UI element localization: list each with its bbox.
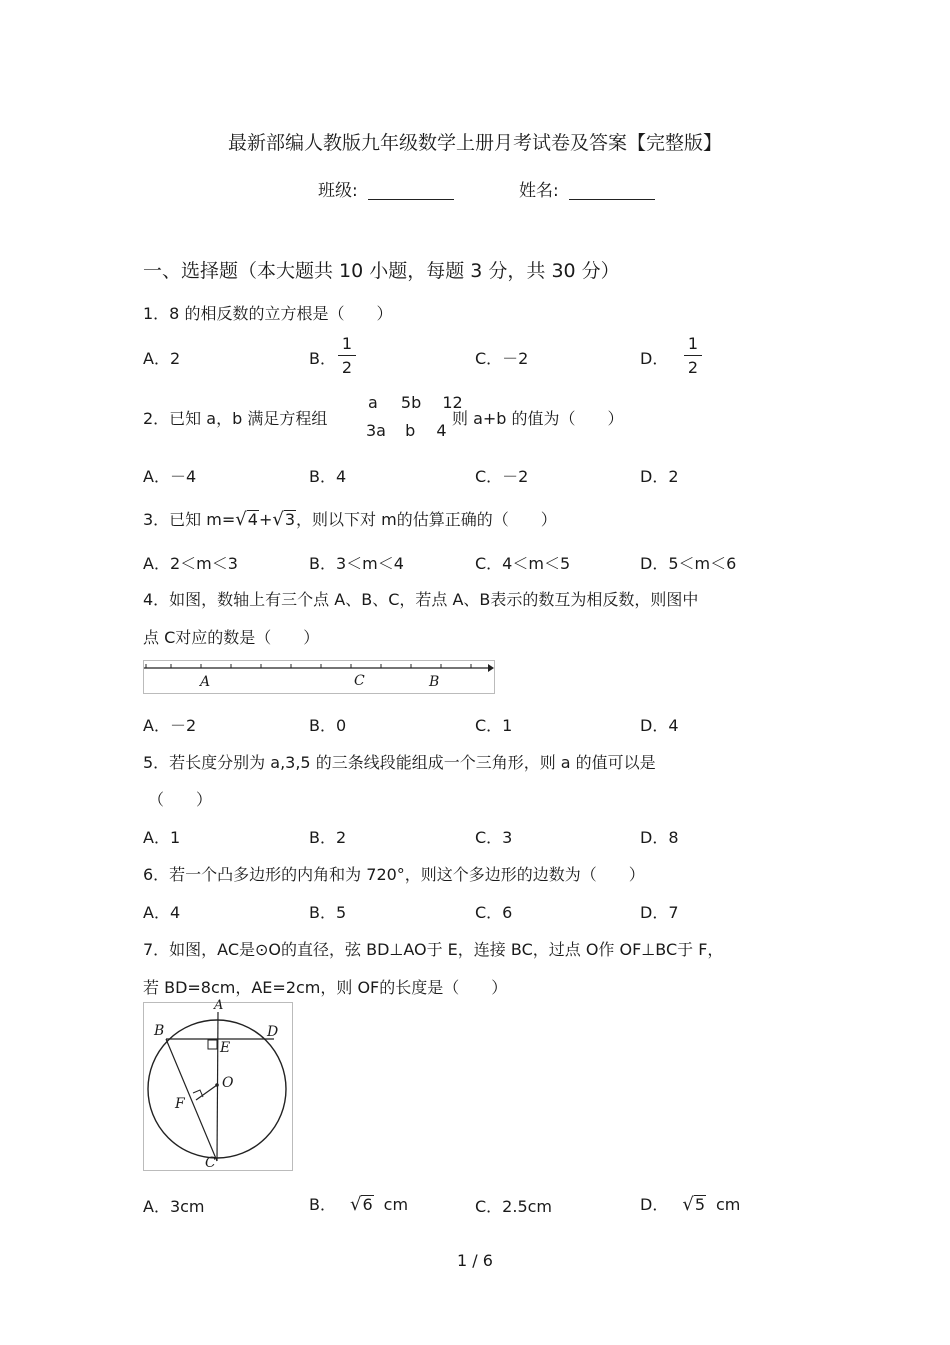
q5-line2: （ ） [148, 790, 213, 809]
q1-option-d-fraction [684, 334, 702, 377]
section-heading: 一、选择题（本大题共 10 小题，每题 3 分，共 30 分） [143, 260, 620, 282]
point-label-b: B [429, 674, 440, 690]
q3-plus: + [258, 510, 273, 529]
q2-option-c: C．－2 [475, 467, 529, 486]
name-label: 姓名: [519, 181, 559, 201]
q7-line2: 若 BD=8cm，AE=2cm，则 OF的长度是（ ） [143, 978, 508, 997]
right-angle-e-icon [208, 1040, 217, 1049]
q7-d-prefix: D． [640, 1195, 669, 1214]
q4-option-b: B．0 [309, 716, 347, 735]
q7-b-radicand: 6 [362, 1195, 373, 1214]
q3-suffix: ，则以下对 m的估算正确的（ ） [296, 510, 557, 529]
q7-d-radicand: 5 [694, 1195, 705, 1214]
q2-system-row1 [368, 393, 463, 412]
q1-d-numerator: 1 [687, 334, 699, 353]
circle-label-b: B [154, 1023, 165, 1039]
segment-of [196, 1085, 217, 1100]
q5-option-d: D．8 [640, 828, 679, 847]
q4-option-a: A．－2 [143, 716, 197, 735]
q6-stem: 6．若一个凸多边形的内角和为 720°，则这个多边形的边数为（ ） [143, 865, 645, 884]
sqrt-icon: √ [235, 509, 247, 530]
q1-b-denominator: 2 [341, 358, 353, 377]
q2-r1-a: a [368, 393, 378, 412]
name-field [519, 176, 655, 201]
q1-option-d: D． [640, 349, 669, 368]
q1-option-c: C．－2 [475, 349, 529, 368]
q4-line2: 点 C对应的数是（ ） [143, 628, 320, 647]
q2-r2-a: 3a [366, 421, 386, 440]
q7-b-prefix: B． [309, 1195, 336, 1214]
q3-stem [143, 507, 557, 530]
center-dot [215, 1083, 219, 1087]
name-blank [569, 181, 655, 200]
q2-prefix: 2．已知 a，b 满足方程组 [143, 409, 328, 428]
class-field [318, 176, 454, 201]
q2-system-row2 [366, 421, 447, 440]
q7-option-b [309, 1192, 408, 1215]
sqrt-icon: √ [272, 509, 284, 530]
q3-option-a: A．2＜m＜3 [143, 554, 238, 573]
number-line-svg [144, 661, 494, 693]
q2-r1-b: 5b [400, 393, 422, 412]
q1-b-numerator: 1 [341, 334, 353, 353]
q7-d-unit: cm [716, 1195, 741, 1214]
q7-b-unit: cm [383, 1195, 409, 1214]
q6-option-c: C．6 [475, 903, 513, 922]
q1-stem: 1．8 的相反数的立方根是（ ） [143, 304, 393, 323]
circle-label-a: A [214, 998, 224, 1013]
point-label-a: A [200, 674, 211, 690]
q4-option-c: C．1 [475, 716, 513, 735]
q4-option-d: D．4 [640, 716, 679, 735]
q2-r1-c: 12 [442, 393, 463, 412]
circle-figure [143, 998, 293, 1171]
q7-line1: 7．如图，AC是⊙O的直径，弦 BD⊥AO于 E，连接 BC，过点 O作 OF⊥BC于 F， [143, 940, 724, 959]
point-label-c: C [354, 673, 365, 689]
q1-option-a: A．2 [143, 349, 181, 368]
q4-line1: 4．如图，数轴上有三个点 A、B、C，若点 A、B表示的数互为相反数，则图中 [143, 590, 699, 609]
q3-option-d: D．5＜m＜6 [640, 554, 737, 573]
sqrt-icon: √ [682, 1194, 694, 1215]
q5-option-a: A．1 [143, 828, 181, 847]
q2-option-a: A．－4 [143, 467, 197, 486]
q2-suffix: 则 a+b 的值为（ ） [452, 409, 624, 428]
q3-option-b: B．3＜m＜4 [309, 554, 404, 573]
q6-option-d: D．7 [640, 903, 679, 922]
page-title: 最新部编人教版九年级数学上册月考试卷及答案【完整版】 [227, 132, 722, 154]
class-blank [368, 181, 454, 200]
q5-option-b: B．2 [309, 828, 347, 847]
page-number: 1 / 6 [457, 1251, 493, 1270]
class-label: 班级: [318, 181, 358, 201]
circle-label-c: C [205, 1155, 216, 1171]
q7-option-a: A．3cm [143, 1197, 205, 1216]
q3-prefix: 3．已知 m= [143, 510, 236, 529]
q5-line1: 5．若长度分别为 a,3,5 的三条线段能组成一个三角形，则 a 的值可以是 [143, 753, 656, 772]
circle-label-d: D [267, 1024, 279, 1040]
q5-option-c: C．3 [475, 828, 513, 847]
q2-option-d: D．2 [640, 467, 679, 486]
q2-r2-b: b [405, 421, 416, 440]
q1-d-denominator: 2 [687, 358, 699, 377]
q1-option-b: B． [309, 349, 336, 368]
q3-radicand-2: 3 [284, 510, 296, 529]
q7-option-c: C．2.5cm [475, 1197, 553, 1216]
q2-option-b: B．4 [309, 467, 347, 486]
circle-label-e: E [220, 1040, 231, 1056]
sqrt-icon: √ [349, 1194, 362, 1215]
q3-option-c: C．4＜m＜5 [475, 554, 571, 573]
q3-radicand-1: 4 [247, 510, 258, 529]
q2-r2-c: 4 [436, 421, 447, 440]
number-line-figure [143, 660, 495, 694]
arrow-icon [488, 664, 494, 672]
q6-option-a: A．4 [143, 903, 181, 922]
circle-label-o: O [222, 1075, 234, 1091]
q1-option-b-fraction [338, 334, 356, 377]
circle-label-f: F [175, 1096, 185, 1112]
q7-option-d [640, 1192, 740, 1215]
q6-option-b: B．5 [309, 903, 347, 922]
